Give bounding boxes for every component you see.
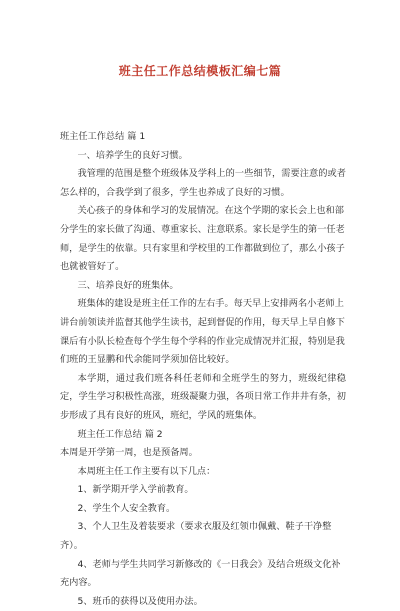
subheading-1-1: 一、培养学生的良好习惯。 [77,149,188,161]
paragraph-2-1: 本周班主任工作主要有以下几点： [77,465,216,477]
subheading-1-3: 班集体的建设是班主任工作的左右手。每天早上安排两名小老师上讲台前领读并监督其他学生读书，起到督促的作用，每天早上早自修下课后有小队长检查每个学生每个学科的作业完成情况并汇报，特别是我们班的王显鹏和代余能同学须加倍比较好。 [60,298,345,366]
list-item-2: 3、个人卫生及着装要求（要求衣服及红领巾佩戴、鞋子干净整齐）。 [60,521,332,552]
paragraph-2-2: 1、新学期开学入学前教育。 [77,484,194,496]
section-heading-2: 本周是开学第一周，也是预备周。 [60,447,198,459]
paragraph-1-1: 我管理的范围是整个班级体及学科上的一些细节，需要注意的或者怎么样的，合我学到了很多，学生也养成了良好的习惯。 [60,168,346,198]
paragraph-1-3: 本学期，通过我们班各科任老师和全班学生的努力，班级纪律稳定，学生学习积极性高涨，班级凝聚力强，各项日常工作井井有条，初步形成了具有良好的班风，班纪，学风的班集体。 [60,372,346,421]
list-item-1: 2、学生个人安全教育。 [77,502,176,514]
paragraph-1-4: 班主任工作总结 篇 2 [77,428,163,440]
subheading-1-2: 关心孩子的身体和学习的发展情况。在这个学期的家长会上也和部分学生的家长做了沟通、尊重家长、注意联系。家长是学生的第一任老师，是学生的依靠。只有家里和学校里的工作都做到位了，那么小孩子也就被管好了。 [60,205,345,273]
list-item-4: 5、班币的获得以及使用办法。 [77,595,203,607]
list-item-3: 4、老师与学生共同学习新修改的《一日我会》及结合班级文化补充内容。 [60,558,341,589]
document-body [60,128,346,611]
paragraph-1-2: 三、培养良好的班集体。 [77,279,179,291]
document-title: 班主任工作总结模板汇编七篇 [118,64,282,78]
section-heading-1: 班主任工作总结 篇 1 [60,131,146,142]
